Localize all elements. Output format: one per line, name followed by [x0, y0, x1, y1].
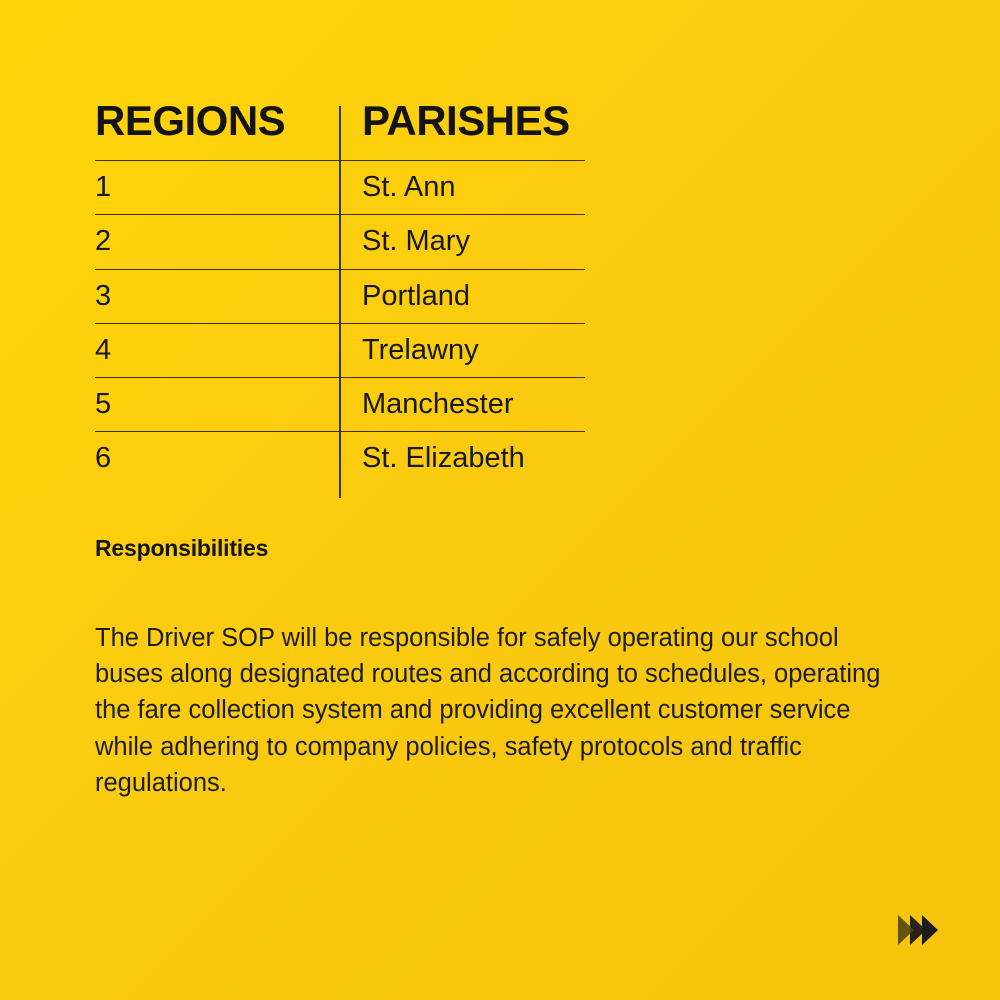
chevron-right-icon: [902, 915, 938, 945]
chevron-right-icon-part: [898, 915, 914, 945]
chevron-right-icon-part: [922, 915, 938, 945]
column-header-parishes: PARISHES: [362, 97, 570, 144]
column-header-regions: REGIONS: [95, 97, 286, 144]
cell-region: 5: [95, 378, 340, 432]
cell-region: 6: [95, 432, 340, 486]
cell-region: 3: [95, 269, 340, 323]
cell-parish: Portland: [340, 269, 585, 323]
responsibilities-paragraph: The Driver SOP will be responsible for safely operating our school buses along designated routes and according to schedules, operating the fare collection system and providing excellent customer service while adhering to company policies, safety protocols and traffic regulations.: [95, 624, 881, 797]
cell-region: 1: [95, 161, 340, 215]
table-column-divider: [339, 106, 341, 498]
cell-region: 4: [95, 323, 340, 377]
cell-parish: Trelawny: [340, 323, 585, 377]
cell-parish: St. Mary: [340, 215, 585, 269]
regions-parishes-table: [95, 97, 585, 486]
cell-region: 2: [95, 215, 340, 269]
cell-parish: Manchester: [340, 378, 585, 432]
cell-parish: St. Elizabeth: [340, 432, 585, 486]
section-heading-responsibilities: Responsibilities: [95, 535, 269, 561]
cell-parish: St. Ann: [340, 161, 585, 215]
